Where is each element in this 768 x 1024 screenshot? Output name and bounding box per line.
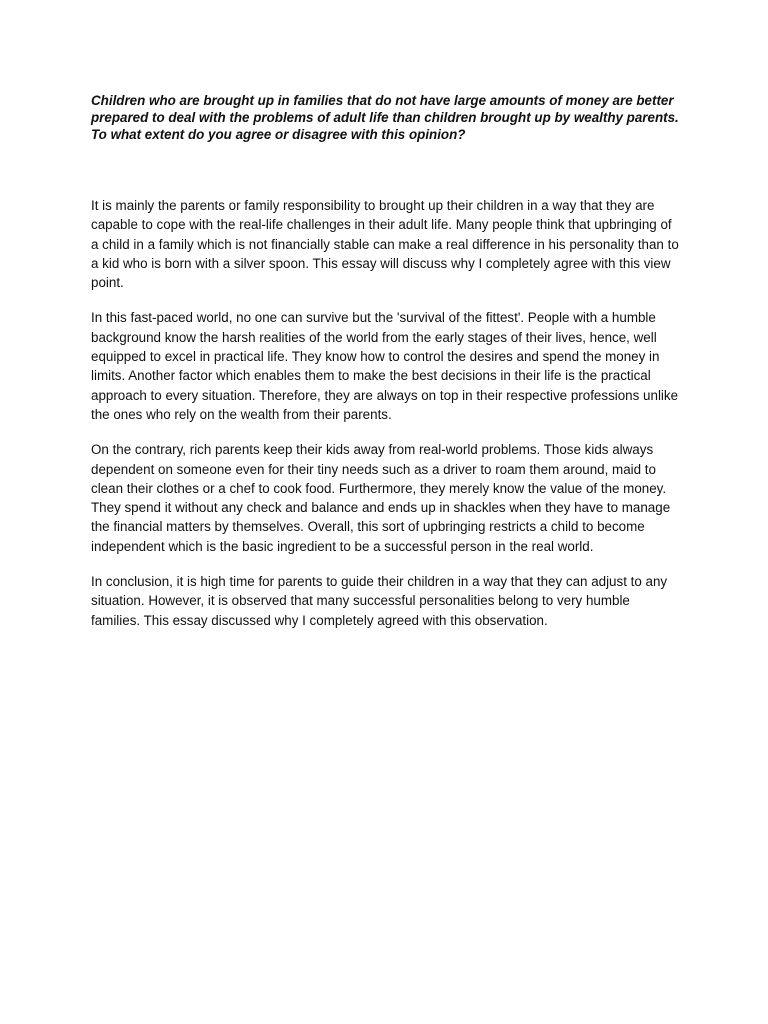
paragraph-body-2: On the contrary, rich parents keep their kids away from real-world problems. Those kids always dependent on someone even for their tiny needs such as a driver to roam them around, maid to clean their clothes or a chef to cook food. Furthermore, they merely know the value of the money. They spend it without any check and balance and ends up in shackles when they have to manage the financial matters by themselves. Overall, this sort of upbringing restricts a child to become independent which is the basic ingredient to be a successful person in the real world. xyxy=(91,442,671,554)
essay-prompt xyxy=(91,92,681,143)
document-content xyxy=(91,92,681,646)
essay-body xyxy=(91,196,681,630)
prompt-statement: Children who are brought up in families that do not have large amounts of money are better prepared to deal with the problems of adult life than children brought up by wealthy parents. xyxy=(91,93,679,125)
paragraph-body-1: In this fast-paced world, no one can survive but the 'survival of the fittest'. People with a humble background know the harsh realities of the world from the early stages of their lives, hence, well equipped to excel in practical life. They know how to control the desires and spend the money in limits. Another factor which enables them to make the best decisions in their life is the practical approach to every situation. Therefore, they are always on top in their respective professions unlike the ones who rely on the wealth from their parents. xyxy=(91,310,679,422)
paragraph-conclusion: In conclusion, it is high time for parents to guide their children in a way that they can adjust to any situation. However, it is observed that many successful personalities belong to very humble families. This essay discussed why I completely agreed with this observation. xyxy=(91,574,668,628)
paragraph-introduction: It is mainly the parents or family responsibility to brought up their children in a way that they are capable to cope with the real-life challenges in their adult life. Many people think that upbringing of a child in a family which is not financially stable can make a real difference in his personality than to a kid who is born with a silver spoon. This essay will discuss why I completely agree with this view point. xyxy=(91,198,679,291)
prompt-question: To what extent do you agree or disagree with this opinion? xyxy=(91,127,466,142)
